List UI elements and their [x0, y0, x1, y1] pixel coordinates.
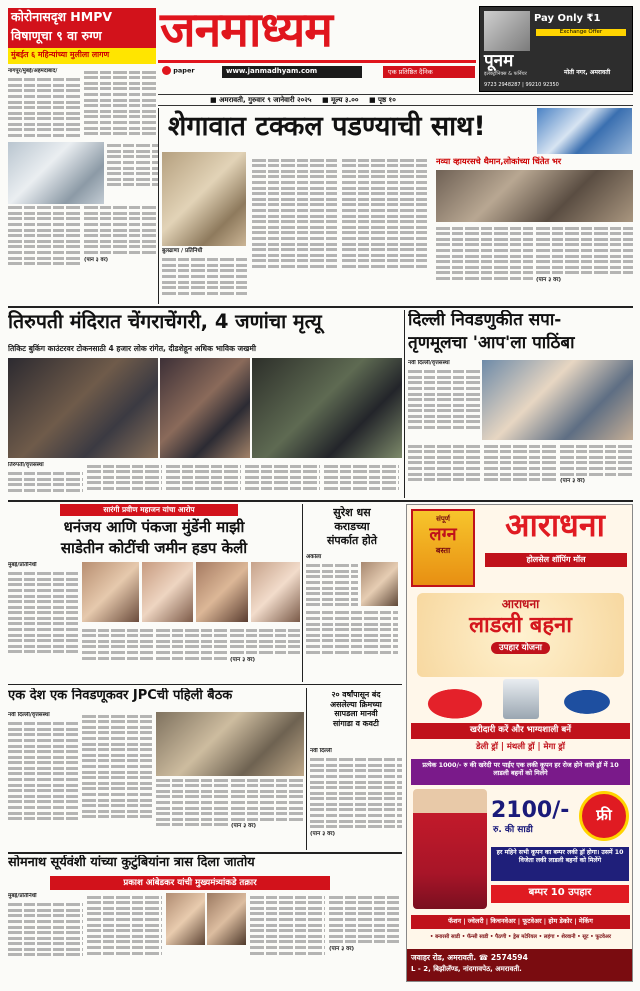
masthead-tagline: एक प्रतिष्ठित दैनिक: [383, 66, 475, 78]
ad-categories: फॅशन | ज्वेलरी | किचनवेअर | फूटवेअर | होम डेकोर | मेकिंग: [411, 915, 630, 929]
left-teaser[interactable]: [8, 8, 156, 66]
bottom-photo-2: [207, 893, 246, 945]
stampede-photo-3: [252, 358, 402, 458]
delhi-headline-2: तृणमूलचा 'आप'ला पाठिंबा: [408, 333, 575, 354]
bottom-kicker: प्रकाश आंबेडकर यांची मुख्यमंत्र्यांकडे तक्रार: [50, 876, 330, 890]
teaser-subhead: मुंबईत ६ महिन्यांच्या मुलीला लागण: [8, 48, 156, 64]
lead-story-body: [162, 156, 432, 304]
skeleton-headline[interactable]: [310, 690, 402, 746]
skeleton-dateline: नवी दिल्ली: [310, 748, 332, 754]
dhananjay-continued[interactable]: (पान ३ वर): [230, 656, 256, 663]
dateline-price: मूल्य ३.००: [331, 96, 359, 104]
dhananjay-photo-1: [82, 562, 139, 622]
suresh-photo: [361, 562, 398, 606]
ad-ribbon: [411, 509, 475, 587]
stampede-body: [8, 462, 402, 498]
poonam-ad[interactable]: [479, 6, 633, 92]
skeleton-headline-4: सांगाडा व कवटी: [333, 719, 379, 729]
skeleton-headline-1: २० वर्षांपासून बंद: [331, 690, 381, 699]
ad-price-sub: रु. की साडी: [493, 825, 533, 835]
dhananjay-photo-4: [251, 562, 300, 622]
ad-ribbon-bot: बस्ता: [435, 546, 451, 556]
epaper-label: paper: [173, 66, 195, 75]
bottom-continued[interactable]: (पान ३ वर): [329, 945, 355, 952]
suresh-headline-3: संपर्कात होते: [326, 533, 378, 547]
ad-free-badge: [579, 791, 629, 841]
ad-brand: आराधना: [505, 506, 605, 544]
website-link[interactable]: www.janmadhyam.com: [222, 66, 362, 78]
skeleton-body: [310, 748, 402, 850]
ad-car-image: [413, 681, 497, 719]
ad-washer-image: [503, 679, 539, 719]
delhi-photo: [482, 360, 633, 440]
ad-offer-line: प्रत्येक 1000/- रु की खरेदी पर पाईए एक लकी कूपन हर रोज होने वाले ड्रॉ में 10 लाडली बहनों को मिलेंगे: [411, 759, 630, 785]
delhi-continued[interactable]: (पान ३ वर): [560, 478, 586, 485]
dhananjay-dateline: मुंबई/प्रतिनिधी: [8, 562, 37, 568]
ad-bumper-line: हर महिने सभी कूपन का बम्पर लकी ड्रॉ होगा। उसमें 10 विजेता लकी लाडली बहनों को मिलेंगे: [491, 847, 629, 881]
ad-ribbon-mid: लग्न: [429, 523, 457, 545]
teaser-headline-2: विषाणूचा ९ वा रुग्ण: [8, 28, 156, 48]
ad-scheme: [417, 593, 624, 677]
jpc-photo: [156, 712, 304, 776]
ad-address-2: L - 2, बिझीलॅण्ड, नांदगावपेठ, अमरावती.: [411, 965, 522, 974]
masthead: [158, 4, 476, 92]
bottom-dateline: मुंबई/प्रतिनिधी: [8, 893, 37, 899]
jpc-body: [8, 712, 304, 850]
ad-address-bar: [407, 949, 632, 981]
skeleton-continued[interactable]: (पान ३ वर): [310, 830, 336, 837]
ad-free-label: फ्री: [596, 806, 612, 824]
epaper-badge[interactable]: [162, 66, 220, 78]
masthead-title: जनमाध्यम: [160, 4, 332, 58]
hmpv-story[interactable]: [8, 68, 158, 304]
ad-buy-line: खरीदारी करें और भाग्यशाली बनें: [411, 723, 630, 739]
ad-scheme-title: लाडली बहना: [469, 613, 572, 638]
delhi-headline-1: दिल्ली निवडणुकीत सपा-: [408, 310, 562, 330]
stampede-photo-2: [160, 358, 250, 458]
ad-brand: पूनम: [484, 51, 514, 71]
hmpv-continued[interactable]: (पान ३ वर): [84, 256, 109, 263]
ad-phone: 2574594: [490, 953, 528, 962]
ad-scooter-image: [547, 681, 627, 719]
dateline-bar: ■ अमरावती, गुरुवार ९ जानेवारी २०२५ ■ मूल्य ३.०० ■ पृष्ठ १०: [158, 94, 633, 106]
ad-phone: 9723 2948287 | 99210 92350: [484, 82, 559, 88]
jpc-headline[interactable]: एक देश एक निवडणूकवर JPCची पहिली बैठक: [8, 688, 233, 703]
ad-scheme-sub: उपहार योजना: [491, 642, 550, 655]
lead-logo-photo: [537, 108, 632, 154]
skeleton-headline-3: सापडला मानवी: [334, 709, 378, 719]
hmpv-photo: [8, 142, 104, 204]
aradhana-ad[interactable]: [406, 504, 633, 982]
ad-footer-list: • बनारसी साडी • फॅन्सी साडी • पैठणी • ड्रेस मटेरियल • लहंगा • शेरवानी • सूट • फूटवेअर: [429, 934, 612, 940]
masthead-underline: [158, 60, 476, 63]
jpc-dateline: नवी दिल्ली/वृत्तसंस्था: [8, 712, 50, 718]
ad-bumper: बम्पर 10 उपहार: [491, 885, 629, 903]
suresh-dateline: अकोला: [306, 554, 322, 560]
epaper-icon: [162, 66, 171, 75]
delhi-body-2: [408, 442, 633, 498]
bottom-photo-1: [166, 893, 205, 945]
stampede-headline[interactable]: तिरुपती मंदिरात चेंगराचेंगरी, 4 जणांचा मृत्यू: [8, 310, 322, 333]
dhananjay-headline[interactable]: [8, 518, 300, 560]
phone-icon: ☎: [478, 953, 489, 962]
bottom-headline[interactable]: सोमनाथ सूर्यवंशी यांच्या कुटुंबियांना त्रास दिला जातोय: [8, 855, 255, 870]
jpc-continued[interactable]: (पान ३ वर): [231, 823, 257, 830]
ad-model-image: [413, 789, 487, 909]
hmpv-dateline: नागपूर/मुंबई/अहमदाबाद/: [8, 68, 58, 74]
suresh-body: [306, 554, 398, 682]
ad-draws: डेली ड्रॉ | मंथली ड्रॉ | मेगा ड्रॉ: [476, 741, 565, 751]
ad-offer: Pay Only ₹1: [534, 13, 601, 24]
dateline-city: अमरावती, गुरुवार ९ जानेवारी २०२५: [219, 96, 312, 104]
ad-brand-sub: इलेक्ट्रॉनिक्स & फर्निचर: [484, 71, 527, 77]
suresh-headline[interactable]: [306, 506, 398, 552]
dateline-pages: पृष्ठ १०: [378, 96, 396, 104]
ad-price: 2100/-: [491, 798, 570, 823]
suresh-headline-1: सुरेश धस: [333, 506, 371, 519]
stampede-subhead: तिकिट बुकिंग काउंटरवर टोकनसाठी 4 हजार लोक रांगेत, दीडशेहून अधिक भाविक जखमी: [8, 344, 256, 353]
lead-side-headline[interactable]: नव्या व्हायरसचे थैमान,लोकांच्या चिंतेत भर: [436, 156, 562, 166]
skeleton-headline-2: असलेल्या क्रिमच्या: [330, 699, 382, 709]
ad-address: जवाहर रोड, अमरावती.: [411, 953, 477, 962]
lead-side-body: [436, 224, 633, 304]
dhananjay-headline-1: धनंजय आणि पंकजा मुंडेंनी माझी: [63, 518, 245, 536]
delhi-body: [408, 360, 480, 438]
delhi-headline[interactable]: [408, 310, 633, 358]
dhananjay-headline-2: साडेतीन कोटींची जमीन हडप केली: [60, 538, 248, 557]
dhananjay-photo-2: [142, 562, 193, 622]
dhananjay-body: [8, 562, 300, 682]
ad-offer-sub: Exchange Offer: [536, 29, 626, 36]
suresh-headline-2: कराडच्या: [334, 519, 370, 533]
dhananjay-photo-3: [196, 562, 247, 622]
dhananjay-kicker: सारंगी प्रवीण महाजन यांचा आरोप: [60, 504, 238, 516]
bottom-body: [8, 893, 402, 985]
ad-location: मोती नगर, अमरावती: [564, 69, 611, 76]
ad-store: होलसेल शॉपिंग मॉल: [485, 553, 627, 567]
stampede-dateline: तिरुपती/वृत्तसंस्था: [8, 462, 44, 468]
lead-continued[interactable]: (पान ३ वर): [536, 276, 562, 283]
lead-photo-crowd: [436, 170, 633, 222]
lead-dateline: बुलढाणा / प्रतिनिधी: [162, 248, 203, 254]
teaser-headline-1: कोरोनासदृश HMPV: [8, 8, 156, 28]
delhi-dateline: नवी दिल्ली/वृत्तसंस्था: [408, 360, 450, 366]
stampede-photo-1: [8, 358, 158, 458]
ad-scheme-brand: आराधना: [501, 597, 540, 611]
lead-headline[interactable]: शेगावात टक्कल पडण्याची साथ!: [168, 111, 486, 142]
ad-ribbon-top: संपूर्ण: [436, 515, 450, 523]
ad-appliance-image: [484, 11, 530, 51]
